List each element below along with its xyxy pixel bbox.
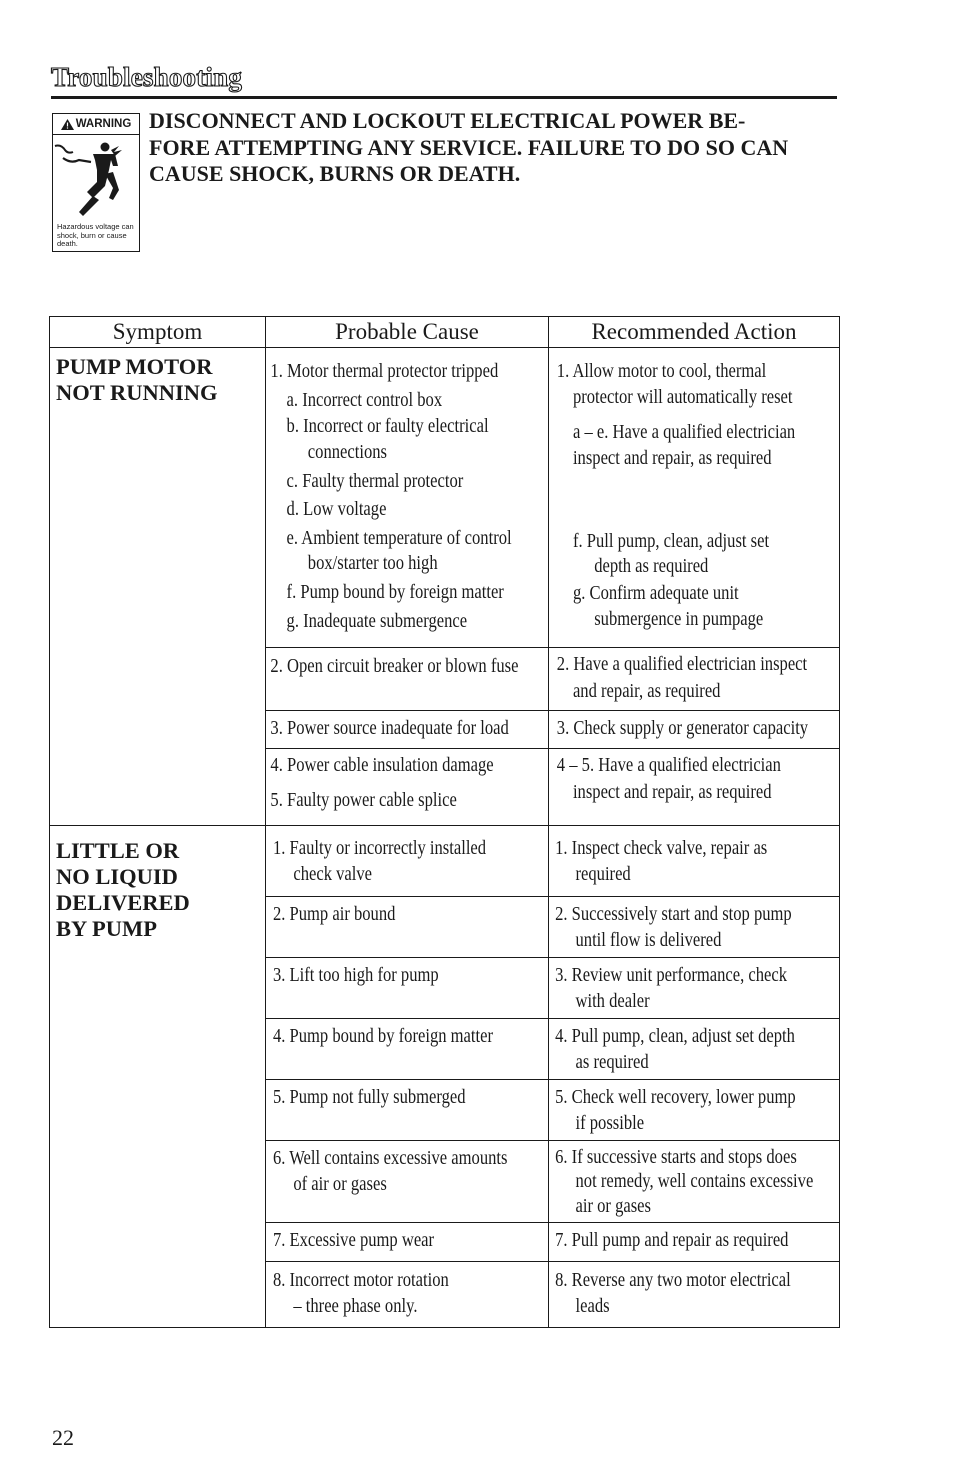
symptom-line: BY PUMP	[56, 916, 158, 941]
symptom-line: PUMP MOTOR	[56, 354, 213, 379]
cause-cell	[266, 1019, 549, 1080]
warning-message	[149, 108, 849, 188]
cause-cell	[266, 1080, 549, 1141]
cause-cell	[266, 1223, 549, 1262]
cause-line: – three phase only.	[293, 1295, 418, 1317]
cause-line: 7. Excessive pump wear	[272, 1230, 435, 1251]
symptom-line: DELIVERED	[56, 890, 190, 915]
warning-caption: Hazardous voltage can shock, burn or cause death.	[57, 222, 134, 248]
cause-line: 5. Faulty power cable splice	[270, 789, 457, 811]
table-row	[50, 348, 840, 648]
cause-line: 3. Power source inadequate for load	[270, 718, 509, 739]
warning-header	[53, 114, 139, 135]
action-line: 8. Reverse any two motor electrical	[555, 1270, 791, 1291]
action-line: a – e. Have a qualified electrician	[572, 421, 796, 443]
table-row	[50, 826, 840, 897]
cause-cell	[266, 1262, 549, 1328]
cause-line: e. Ambient temperature of control	[286, 527, 512, 549]
action-line: as required	[575, 1051, 649, 1073]
page-title-text: Troubleshooting	[51, 62, 243, 92]
action-line: leads	[575, 1295, 610, 1317]
action-line: 2. Successively start and stop pump	[555, 904, 792, 925]
action-line: 6. If successive starts and stops does	[555, 1147, 797, 1168]
action-line: and repair, as required	[572, 680, 721, 702]
action-cell	[549, 1223, 840, 1262]
warning-word: WARNING	[75, 118, 132, 130]
cause-line: d. Low voltage	[286, 499, 387, 520]
cause-cell	[266, 711, 549, 749]
symptom-cell	[50, 826, 266, 1328]
header-probable-cause: Probable Cause	[266, 317, 549, 348]
warning-label	[52, 113, 140, 252]
cause-line: 1. Motor thermal protector tripped	[270, 361, 499, 382]
symptom-line: NOT RUNNING	[56, 380, 218, 405]
cause-cell	[266, 958, 549, 1019]
action-line: 4. Pull pump, clean, adjust set depth	[555, 1026, 795, 1047]
action-cell	[549, 1019, 840, 1080]
cause-line: check valve	[293, 863, 373, 885]
warning-triangle-icon	[61, 119, 74, 130]
header-recommended-action: Recommended Action	[549, 317, 840, 348]
action-line: inspect and repair, as required	[572, 448, 772, 469]
action-line: protector will automatically reset	[572, 386, 793, 408]
action-cell	[549, 826, 840, 897]
cause-line: g. Inadequate submergence	[286, 610, 468, 632]
action-cell	[549, 348, 840, 648]
cause-line: 1. Faulty or incorrectly installed	[272, 838, 487, 859]
action-line: 3. Review unit performance, check	[555, 965, 788, 986]
action-cell	[549, 1262, 840, 1328]
symptom-line: NO LIQUID	[56, 864, 178, 889]
action-line: 1. Allow motor to cool, thermal	[556, 361, 767, 382]
cause-line: c. Faulty thermal protector	[286, 470, 464, 492]
cause-cell	[266, 897, 549, 958]
warning-line: CAUSE SHOCK, BURNS OR DEATH.	[149, 161, 521, 186]
warning-line: FORE ATTEMPTING ANY SERVICE. FAILURE TO DO SO CAN	[149, 134, 789, 160]
warning-line: DISCONNECT AND LOCKOUT ELECTRICAL POWER BE-	[149, 108, 746, 133]
cause-line: f. Pump bound by foreign matter	[286, 582, 504, 603]
cause-cell	[266, 1141, 549, 1223]
troubleshooting-table	[49, 316, 840, 1328]
cause-line: 5. Pump not fully submerged	[272, 1087, 466, 1108]
action-cell	[549, 711, 840, 749]
symptom-line: LITTLE OR	[56, 838, 180, 863]
table-header-row	[50, 317, 840, 348]
action-cell	[549, 1080, 840, 1141]
action-line: 3. Check supply or generator capacity	[556, 718, 809, 739]
action-line: required	[575, 863, 631, 885]
action-line: not remedy, well contains excessive	[575, 1171, 814, 1192]
cause-line: box/starter too high	[307, 553, 438, 574]
cause-line: 4. Power cable insulation damage	[270, 755, 494, 776]
action-line: 2. Have a qualified electrician inspect	[556, 654, 808, 675]
cause-line: 4. Pump bound by foreign matter	[272, 1026, 494, 1047]
action-line: g. Confirm adequate unit	[572, 583, 739, 604]
action-line: with dealer	[575, 990, 650, 1012]
cause-line: a. Incorrect control box	[286, 389, 443, 411]
action-line: submergence in pumpage	[594, 608, 764, 630]
page-title	[51, 62, 837, 99]
action-cell	[549, 958, 840, 1019]
cause-cell	[266, 749, 549, 826]
action-line: inspect and repair, as required	[572, 781, 772, 803]
action-line: 4 – 5. Have a qualified electrician	[556, 755, 781, 776]
action-line: air or gases	[575, 1196, 651, 1217]
cause-cell	[266, 826, 549, 897]
action-cell	[549, 648, 840, 711]
page-number: 22	[52, 1425, 74, 1450]
action-line: f. Pull pump, clean, adjust set	[572, 530, 770, 552]
action-line: until flow is delivered	[575, 929, 722, 951]
action-line: 1. Inspect check valve, repair as	[555, 838, 768, 859]
cause-line: b. Incorrect or faulty electrical	[286, 416, 489, 437]
action-line: 5. Check well recovery, lower pump	[555, 1087, 796, 1108]
cause-line: 2. Open circuit breaker or blown fuse	[270, 656, 519, 677]
electric-shock-icon	[53, 136, 139, 231]
cause-line: 3. Lift too high for pump	[272, 965, 439, 986]
action-cell	[549, 749, 840, 826]
cause-line: 2. Pump air bound	[272, 904, 396, 925]
action-line: if possible	[575, 1112, 645, 1134]
action-cell	[549, 897, 840, 958]
cause-line: 8. Incorrect motor rotation	[272, 1270, 449, 1291]
cause-line: 6. Well contains excessive amounts	[272, 1148, 508, 1169]
header-symptom: Symptom	[50, 317, 266, 348]
cause-line: connections	[307, 441, 387, 463]
action-cell	[549, 1141, 840, 1223]
cause-line: of air or gases	[293, 1173, 387, 1195]
cause-cell	[266, 348, 549, 648]
symptom-cell	[50, 348, 266, 826]
action-line: depth as required	[594, 556, 709, 577]
action-line: 7. Pull pump and repair as required	[555, 1230, 789, 1251]
cause-cell	[266, 648, 549, 711]
